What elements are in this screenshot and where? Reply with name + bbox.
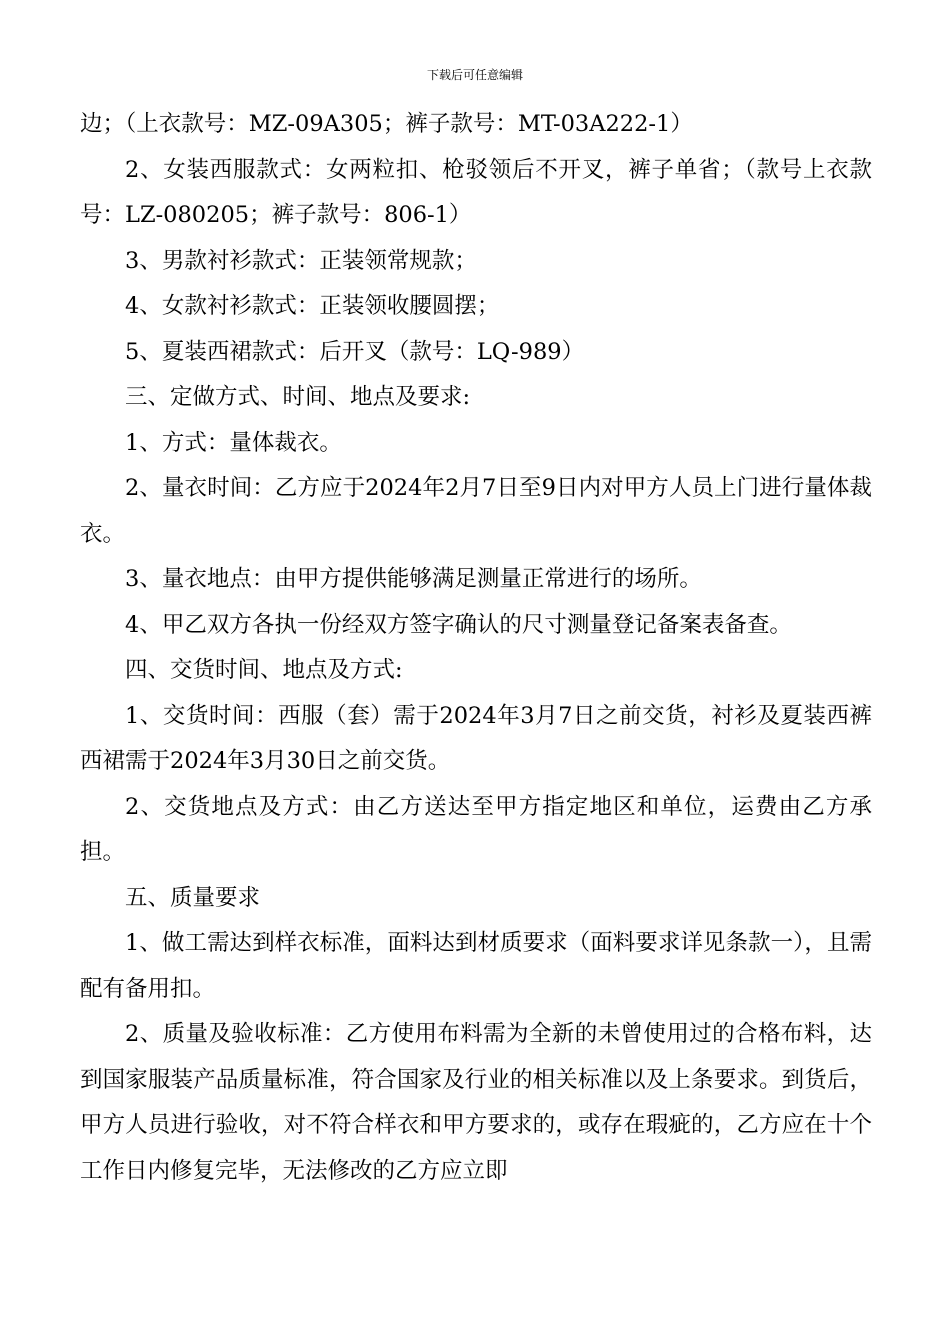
section-heading-4: 四、交货时间、地点及方式: — [125, 657, 403, 683]
section-heading-5: 五、质量要求 — [125, 884, 261, 911]
section-heading-3: 三、定做方式、时间、地点及要求: — [125, 384, 471, 410]
paragraph-measure-record: 4、甲乙双方各执一份经双方签字确认的尺寸测量登记备案表备查。 — [125, 611, 792, 638]
paragraph-workmanship: 1、做工需达到样衣标准，面料达到材质要求（面料要求详见条款一），且需配有备用扣。 — [80, 930, 872, 1002]
paragraph-delivery-location: 2、交货地点及方式：由乙方送达至甲方指定地区和单位，运费由乙方承担。 — [80, 793, 872, 865]
paragraph-men-shirt-style: 3、男款衬衫款式：正装领常规款； — [125, 247, 477, 274]
page-header: 下载后可任意编辑 — [426, 68, 523, 82]
paragraph-women-shirt-style: 4、女款衬衫款式：正装领收腰圆摆； — [125, 293, 500, 319]
paragraph-method: 1、方式：量体裁衣。 — [125, 429, 342, 456]
paragraph-measure-location: 3、量衣地点：由甲方提供能够满足测量正常进行的场所。 — [125, 566, 702, 592]
paragraph-measure-time: 2、量衣时间：乙方应于2024年2月7日至9日内对甲方人员上门进行量体裁衣。 — [80, 475, 872, 547]
document-body — [80, 102, 872, 1194]
paragraph-women-suit-style: 2、女装西服款式：女两粒扣、枪驳领后不开叉，裤子单省；（款号上衣款号：LZ-080205；裤子款号：806-1） — [80, 156, 872, 228]
paragraph-quality-acceptance: 2、质量及验收标准：乙方使用布料需为全新的未曾使用过的合格布料，达到国家服装产品质量标准，符合国家及行业的相关标准以及上条要求。到货后，甲方人员进行验收，对不符合样衣和甲方要求的，或存在瑕疵的，乙方应在十个工作日内修复完毕，无法修改的乙方应立即 — [80, 1021, 872, 1184]
paragraph-delivery-time: 1、交货时间：西服（套）需于2024年3月7日之前交货，衬衫及夏装西裤西裙需于2024年3月30日之前交货。 — [80, 702, 872, 774]
paragraph-summer-skirt-style: 5、夏装西裙款式：后开叉（款号：LQ-989） — [125, 338, 585, 365]
paragraph-continuation: 边；（上衣款号：MZ-09A305；裤子款号：MT-03A222-1） — [80, 111, 693, 137]
